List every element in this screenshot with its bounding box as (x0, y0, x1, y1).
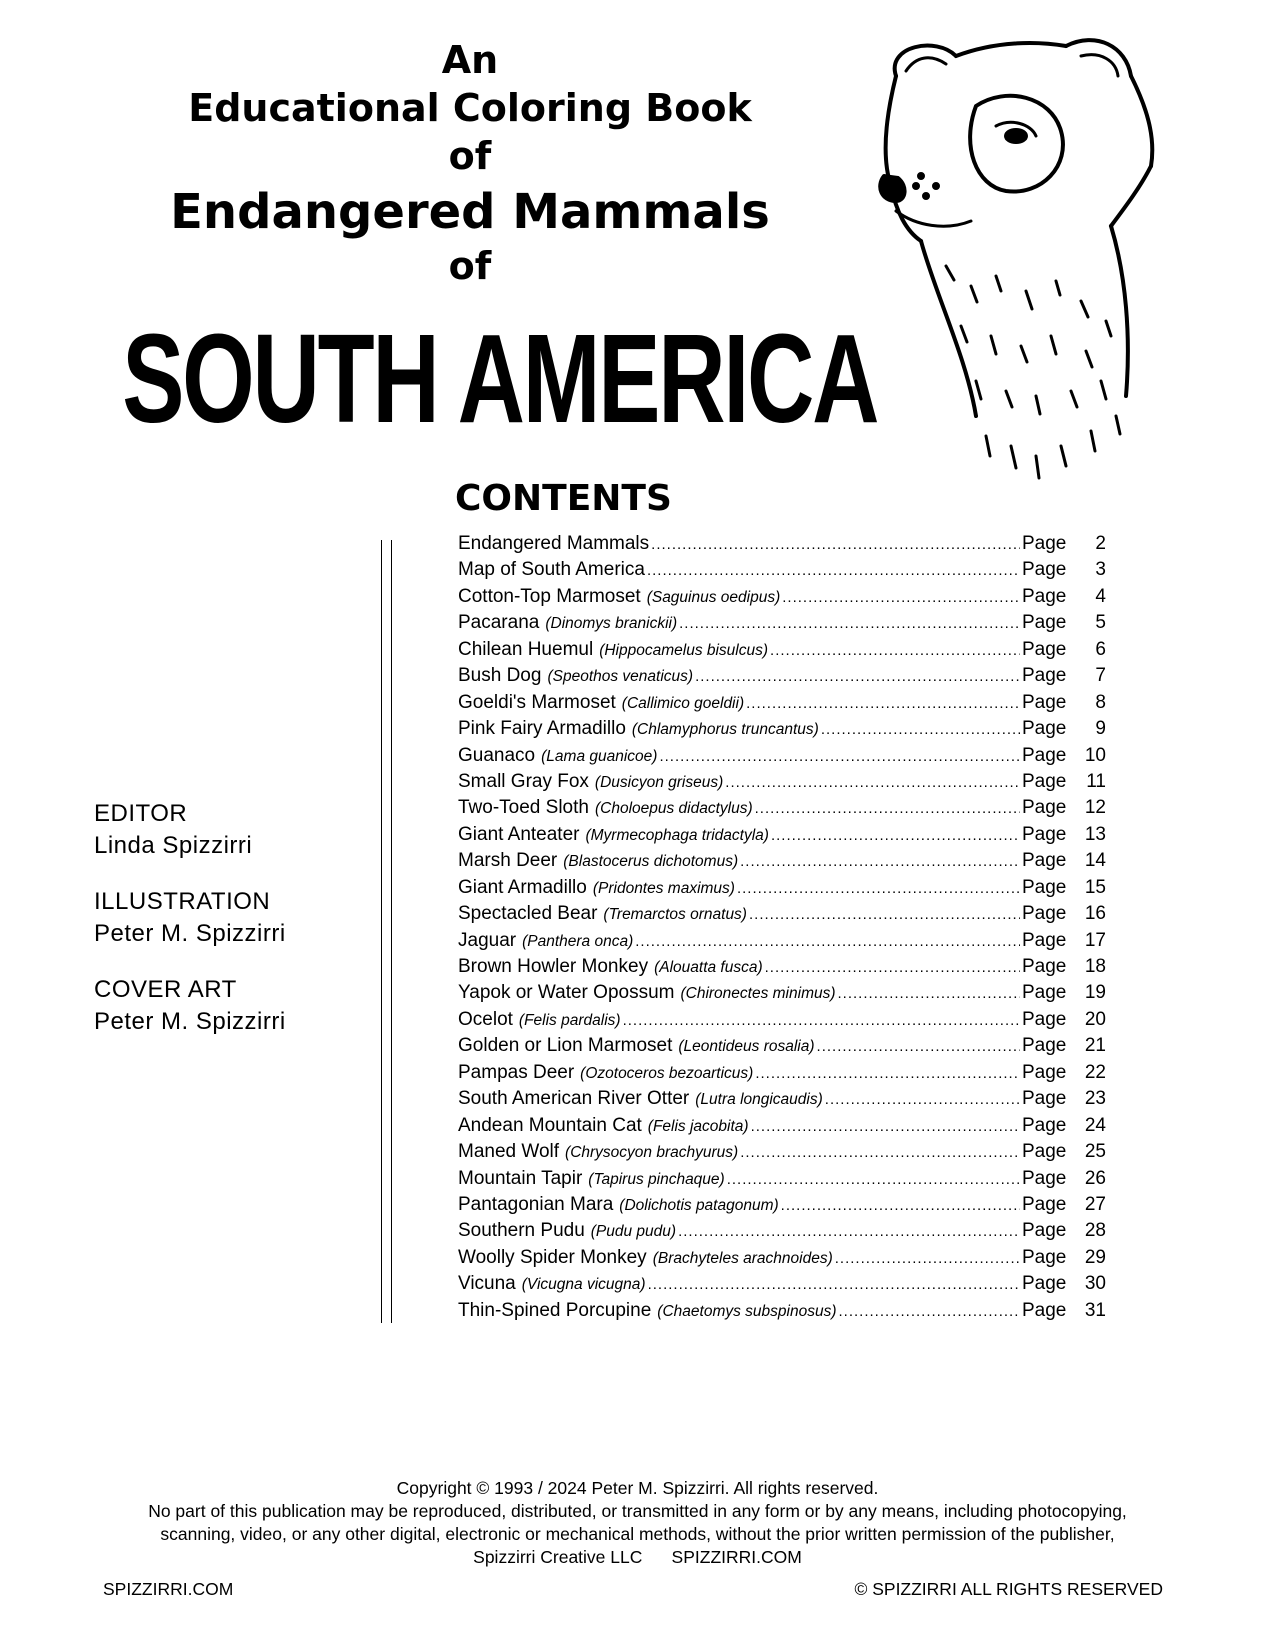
toc-entry-name: Woolly Spider Monkey (458, 1246, 647, 1268)
toc-entry (458, 1115, 1106, 1141)
vertical-rule-right (391, 540, 392, 1323)
toc-page-label: Page (1022, 1193, 1067, 1215)
toc-page-number: 17 (1084, 929, 1106, 951)
toc-leader-dots (623, 1012, 1020, 1029)
toc-page-label: Page (1022, 1246, 1067, 1268)
toc-leader-dots (751, 1118, 1020, 1135)
toc-entry-scientific-name: (Lama guanicoe) (541, 747, 658, 765)
toc-page-label: Page (1022, 585, 1067, 607)
toc-page-number: 6 (1095, 638, 1106, 660)
toc-entry-name: Endangered Mammals (458, 533, 650, 554)
toc-page-label: Page (1022, 744, 1067, 766)
toc-entry-scientific-name: (Dusicyon griseus) (594, 773, 724, 791)
toc-entry (458, 824, 1106, 850)
toc-page-number: 27 (1084, 1193, 1106, 1215)
toc-entry (458, 930, 1106, 956)
toc-entry (458, 850, 1106, 876)
toc-leader-dots (746, 695, 1020, 712)
toc-entry (458, 692, 1106, 718)
toc-page-label: Page (1022, 612, 1067, 634)
toc-page-label: Page (1022, 1008, 1067, 1030)
credit-role: COVER ART (94, 976, 237, 1003)
toc-page-number: 9 (1095, 718, 1106, 740)
toc-page-number: 20 (1084, 1008, 1106, 1030)
toc-entry-name: Thin-Spined Porcupine (458, 1299, 652, 1321)
toc-entry-name: Maned Wolf (458, 1141, 560, 1163)
toc-page-label: Page (1022, 1141, 1067, 1163)
toc-leader-dots (782, 589, 1020, 606)
toc-entry-name: Goeldi's Marmoset (458, 691, 616, 713)
toc-entry-name: Two-Toed Sloth (458, 797, 589, 819)
toc-entry (458, 1009, 1106, 1035)
toc-page-label: Page (1022, 1220, 1067, 1242)
toc-page-number: 16 (1084, 903, 1106, 925)
toc-page-label: Page (1022, 876, 1067, 898)
title-line-of-2: of (448, 244, 492, 288)
copyright-line: Copyright © 1993 / 2024 Peter M. Spizzirri. All rights reserved. (396, 1478, 879, 1498)
toc-entry-name: Marsh Deer (458, 850, 558, 872)
toc-entry-scientific-name: (Saguinus oedipus) (646, 588, 781, 606)
toc-entry (458, 639, 1106, 665)
toc-entry-scientific-name: (Lutra longicaudis) (695, 1091, 823, 1109)
toc-leader-dots (725, 774, 1020, 791)
toc-page-label: Page (1022, 533, 1067, 554)
footer-website: SPIZZIRRI.COM (103, 1579, 234, 1599)
toc-leader-dots (648, 1276, 1020, 1293)
toc-leader-dots (755, 1065, 1020, 1082)
toc-entry (458, 1141, 1106, 1167)
toc-entry-scientific-name: (Dolichotis patagonum) (619, 1196, 779, 1214)
toc-page-label: Page (1022, 1088, 1067, 1110)
toc-page-number: 19 (1084, 982, 1106, 1004)
toc-entry (458, 1088, 1106, 1114)
toc-leader-dots (817, 1038, 1020, 1055)
toc-entry (458, 1220, 1106, 1246)
toc-entry-scientific-name: (Pudu pudu) (590, 1223, 677, 1241)
toc-entry (458, 1273, 1106, 1299)
toc-page-label: Page (1022, 691, 1067, 713)
toc-entry-scientific-name: (Myrmecophaga tridactyla) (585, 826, 769, 844)
toc-page-label: Page (1022, 823, 1067, 845)
toc-page-number: 13 (1084, 823, 1106, 845)
spectacled-bear-illustration (876, 36, 1176, 516)
toc-entry-name: Spectacled Bear (458, 903, 598, 925)
toc-entry (458, 665, 1106, 691)
toc-page-number: 5 (1095, 612, 1106, 634)
toc-page-number: 25 (1084, 1141, 1106, 1163)
toc-page-number: 10 (1084, 744, 1106, 766)
toc-entry (458, 1062, 1106, 1088)
credits (94, 798, 286, 1062)
toc-entry (458, 745, 1106, 771)
toc-leader-dots (647, 562, 1020, 579)
toc-page-label: Page (1022, 1035, 1067, 1057)
toc-page-label: Page (1022, 559, 1067, 581)
credit-block (94, 886, 286, 950)
toc-entry-name: Pink Fairy Armadillo (458, 718, 626, 740)
copyright-line: Spizzirri Creative LLC SPIZZIRRI.COM (473, 1547, 802, 1567)
toc-leader-dots (825, 1091, 1020, 1108)
toc-leader-dots (839, 1303, 1021, 1320)
toc-page-number: 3 (1095, 559, 1106, 581)
toc-entry-name: Chilean Huemul (458, 638, 594, 660)
toc-leader-dots (838, 985, 1020, 1002)
credit-role: EDITOR (94, 800, 188, 827)
toc-entry-scientific-name: (Blastocerus dichotomus) (563, 853, 739, 871)
toc-entry-name: Jaguar (458, 929, 517, 951)
toc-entry-scientific-name: (Hippocamelus bisulcus) (599, 641, 769, 659)
title-line-of: of (448, 134, 492, 178)
toc-entry-name: Mountain Tapir (458, 1167, 583, 1189)
toc-page-label: Page (1022, 638, 1067, 660)
toc-page-label: Page (1022, 982, 1067, 1004)
toc-entry-name: Golden or Lion Marmoset (458, 1035, 673, 1057)
toc-leader-dots (679, 615, 1020, 632)
toc-entry-scientific-name: (Vicugna vicugna) (521, 1276, 646, 1294)
toc-page-number: 11 (1086, 770, 1106, 792)
toc-entry (458, 877, 1106, 903)
toc-page-label: Page (1022, 850, 1067, 872)
credit-name: Peter M. Spizzirri (94, 920, 286, 947)
toc-page-label: Page (1022, 929, 1067, 951)
toc-leader-dots (678, 1223, 1020, 1240)
toc-page-number: 7 (1095, 665, 1106, 687)
toc-leader-dots (727, 1171, 1020, 1188)
toc-page-number: 26 (1084, 1167, 1106, 1189)
toc-entry (458, 956, 1106, 982)
toc-page-label: Page (1022, 1061, 1067, 1083)
credit-block (94, 798, 286, 862)
toc-entry (458, 559, 1106, 585)
toc-entry-name: Giant Anteater (458, 823, 580, 845)
toc-entry-scientific-name: (Speothos venaticus) (547, 668, 694, 686)
toc-leader-dots (659, 748, 1020, 765)
toc-page-number: 2 (1095, 533, 1106, 554)
toc-page-number: 4 (1095, 585, 1106, 607)
credit-block (94, 974, 286, 1038)
toc-entry (458, 1247, 1106, 1273)
toc-entry-scientific-name: (Brachyteles arachnoides) (652, 1249, 833, 1267)
toc-entry-scientific-name: (Dinomys branickii) (545, 615, 678, 633)
title-line-coloring-book: Educational Coloring Book (188, 86, 752, 130)
toc-page-number: 12 (1084, 797, 1106, 819)
credit-role: ILLUSTRATION (94, 888, 271, 915)
toc-entry-scientific-name: (Choloepus didactylus) (594, 800, 753, 818)
toc-leader-dots (755, 800, 1020, 817)
toc-entry (458, 982, 1106, 1008)
toc-entry-scientific-name: (Felis pardalis) (518, 1011, 621, 1029)
toc-entry-name: Andean Mountain Cat (458, 1114, 642, 1136)
toc-page-label: Page (1022, 770, 1067, 792)
toc-entry-name: Bush Dog (458, 665, 542, 687)
toc-page-label: Page (1022, 903, 1067, 925)
toc-page-label: Page (1022, 718, 1067, 740)
toc-page-number: 22 (1084, 1061, 1106, 1083)
credit-name: Linda Spizzirri (94, 832, 253, 859)
toc-entry-scientific-name: (Leontideus rosalia) (678, 1038, 815, 1056)
toc-page-label: Page (1022, 1273, 1067, 1295)
toc-entry-name: Guanaco (458, 744, 536, 766)
toc-entry-name: Pacarana (458, 612, 540, 634)
toc-page-number: 14 (1084, 850, 1106, 872)
toc-entry-name: Southern Pudu (458, 1220, 585, 1242)
title-line-an: An (441, 38, 499, 82)
toc-leader-dots (651, 536, 1020, 553)
toc-entry-name: Ocelot (458, 1008, 513, 1030)
toc-page-number: 15 (1084, 876, 1106, 898)
toc-entry-scientific-name: (Chaetomys subspinosus) (657, 1302, 837, 1320)
toc-entry-name: Yapok or Water Opossum (458, 982, 675, 1004)
toc-page-label: Page (1022, 665, 1067, 687)
toc-entry-scientific-name: (Tapirus pinchaque) (588, 1170, 725, 1188)
vertical-rule-left (381, 540, 382, 1323)
toc-entry (458, 903, 1106, 929)
toc-leader-dots (770, 642, 1020, 659)
toc-entry-scientific-name: (Alouatta fusca) (654, 959, 763, 976)
toc-page-label: Page (1022, 1167, 1067, 1189)
toc-entry (458, 797, 1106, 823)
toc-entry (458, 771, 1106, 797)
toc-entry-name: Vicuna (458, 1273, 516, 1295)
toc-leader-dots (821, 721, 1020, 738)
toc-entry (458, 586, 1106, 612)
toc-leader-dots (635, 933, 1020, 950)
toc-page-label: Page (1022, 956, 1067, 977)
toc-entry-name: Pampas Deer (458, 1061, 575, 1083)
title-south-america: SOUTH AMERICA (122, 308, 878, 449)
toc-leader-dots (737, 880, 1020, 897)
title-line-endangered-mammals: Endangered Mammals (170, 184, 770, 240)
toc-page-number: 29 (1084, 1246, 1106, 1268)
credit-name: Peter M. Spizzirri (94, 1008, 286, 1035)
toc-leader-dots (695, 668, 1020, 685)
copyright-line: No part of this publication may be reproduced, distributed, or transmitted in any form or by any means, including photocopying, (148, 1501, 1127, 1521)
toc-leader-dots (749, 906, 1020, 923)
toc-leader-dots (781, 1197, 1020, 1214)
toc-leader-dots (765, 959, 1020, 976)
toc-entry-scientific-name: (Pridontes maximus) (592, 879, 735, 897)
toc-entry-name: Cotton-Top Marmoset (458, 585, 641, 607)
toc-entry-name: Pantagonian Mara (458, 1193, 614, 1215)
toc-entry-scientific-name: (Callimico goeldii) (621, 694, 745, 712)
toc-entry (458, 1035, 1106, 1061)
toc-entry-name: Map of South America (458, 559, 645, 581)
toc-page-number: 24 (1084, 1114, 1106, 1136)
contents-heading: CONTENTS (455, 478, 672, 519)
toc-entry (458, 718, 1106, 744)
toc-entry (458, 1168, 1106, 1194)
toc-entry-scientific-name: (Chrysocyon brachyurus) (565, 1144, 739, 1162)
toc-leader-dots (835, 1250, 1020, 1267)
toc-page-number: 30 (1084, 1273, 1106, 1295)
toc-page-number: 31 (1084, 1299, 1106, 1321)
toc-page-number: 21 (1084, 1035, 1106, 1057)
table-of-contents (458, 533, 1106, 1326)
copyright-notice (0, 1477, 1275, 1569)
toc-entry-scientific-name: (Tremarctos ornatus) (603, 906, 747, 924)
toc-entry (458, 533, 1106, 559)
copyright-line: scanning, video, or any other digital, electronic or mechanical methods, without the prior written permission of the publisher, (160, 1524, 1115, 1544)
toc-page-label: Page (1022, 797, 1067, 819)
toc-leader-dots (771, 827, 1020, 844)
toc-leader-dots (740, 853, 1020, 870)
toc-entry (458, 1194, 1106, 1220)
toc-page-number: 8 (1095, 691, 1106, 713)
toc-entry (458, 1300, 1106, 1326)
toc-page-number: 23 (1084, 1088, 1106, 1110)
toc-entry-scientific-name: (Chlamyphorus truncantus) (631, 721, 819, 739)
toc-leader-dots (740, 1144, 1020, 1161)
toc-page-number: 18 (1084, 956, 1106, 977)
toc-entry-name: Giant Armadillo (458, 876, 587, 898)
toc-page-label: Page (1022, 1299, 1067, 1321)
toc-entry-name: Small Gray Fox (458, 770, 589, 792)
toc-entry-scientific-name: (Chironectes minimus) (680, 985, 836, 1003)
toc-page-number: 28 (1084, 1220, 1106, 1242)
toc-entry-name: Brown Howler Monkey (458, 956, 649, 977)
toc-entry (458, 612, 1106, 638)
toc-page-label: Page (1022, 1114, 1067, 1136)
toc-entry-scientific-name: (Panthera onca) (522, 932, 634, 950)
toc-entry-scientific-name: (Felis jacobita) (647, 1117, 749, 1135)
toc-entry-scientific-name: (Ozotoceros bezoarticus) (580, 1064, 754, 1082)
footer-rights: © SPIZZIRRI ALL RIGHTS RESERVED (854, 1579, 1163, 1599)
toc-entry-name: South American River Otter (458, 1088, 690, 1110)
